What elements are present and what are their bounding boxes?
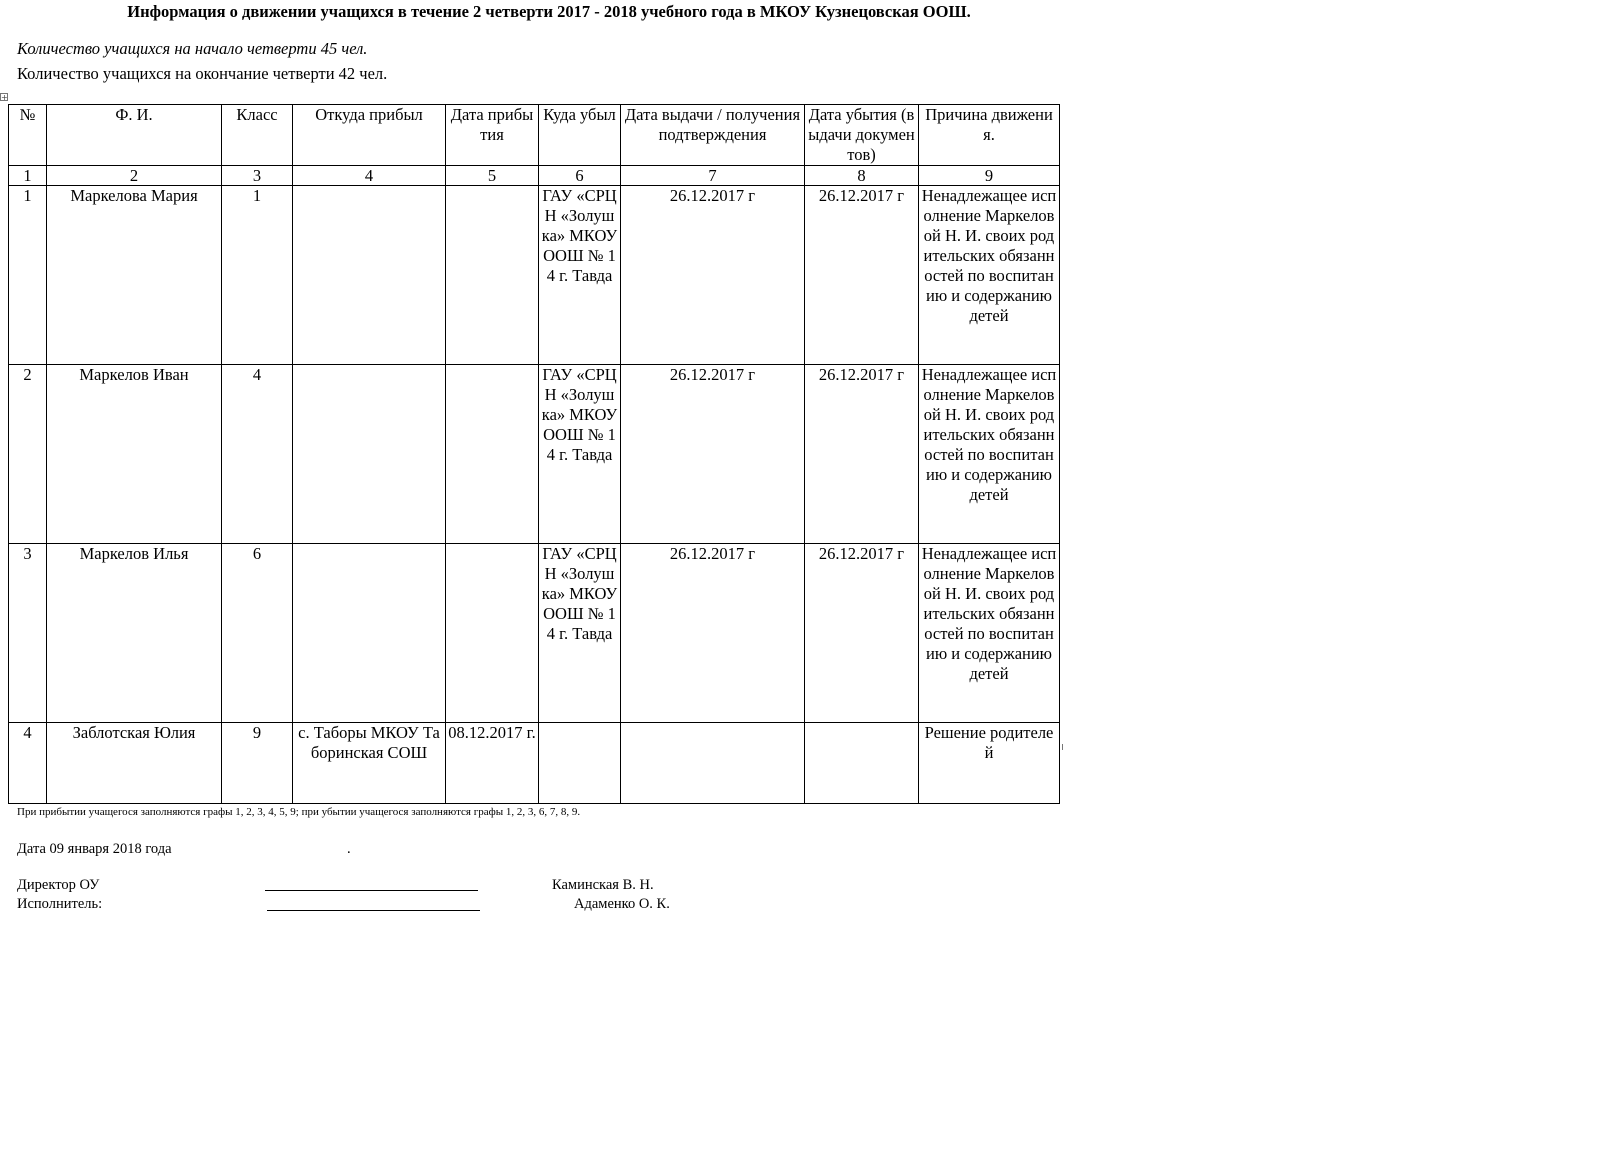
column-number-cell: 4: [293, 166, 446, 186]
table-cell: [539, 723, 621, 804]
table-cell: Ненадлежащее исполнение Маркеловой Н. И. своих родительских обязанностей по воспитанию и содержанию детей: [919, 544, 1060, 723]
table-cell: Ненадлежащее исполнение Маркеловой Н. И. своих родительских обязанностей по воспитанию и содержанию детей: [919, 186, 1060, 365]
header-cell: Ф. И.: [47, 105, 222, 166]
director-signature-line: [265, 890, 478, 891]
column-number-cell: 3: [222, 166, 293, 186]
table-cell: 26.12.2017 г: [805, 365, 919, 544]
column-number-cell: 1: [9, 166, 47, 186]
students-count-end: Количество учащихся на окончание четверти 42 чел.: [17, 64, 388, 83]
table-row: [9, 723, 1060, 804]
table-cell: 26.12.2017 г: [621, 544, 805, 723]
table-cell: [446, 365, 539, 544]
table-cell: Решение родителей: [919, 723, 1060, 804]
table-row: [9, 365, 1060, 544]
table-cell: ГАУ «СРЦН «Золушка» МКОУ ООШ № 14 г. Тавда: [539, 186, 621, 365]
header-cell: Дата выдачи / получения подтверждения: [621, 105, 805, 166]
fill-instructions-note: При прибытии учащегося заполняются графы 1, 2, 3, 4, 5, 9; при убытии учащегося заполняются графы 1, 2, 3, 6, 7, 8, 9.: [17, 806, 581, 818]
director-label: Директор ОУ: [17, 877, 100, 893]
table-cell: 08.12.2017 г.: [446, 723, 539, 804]
column-number-cell: 7: [621, 166, 805, 186]
table-cell: Заблотская Юлия: [47, 723, 222, 804]
table-cell: Маркелов Иван: [47, 365, 222, 544]
table-header-row: [9, 105, 1060, 166]
column-number-cell: 2: [47, 166, 222, 186]
table-cell: [293, 544, 446, 723]
header-cell: Дата прибытия: [446, 105, 539, 166]
table-cell: 26.12.2017 г: [805, 544, 919, 723]
table-cell: 26.12.2017 г: [621, 186, 805, 365]
header-cell: Причина движения.: [919, 105, 1060, 166]
table-cell: 1: [9, 186, 47, 365]
table-cell: [805, 723, 919, 804]
table-cell: Маркелова Мария: [47, 186, 222, 365]
table-cell: ГАУ «СРЦН «Золушка» МКОУ ООШ № 14 г. Тавда: [539, 544, 621, 723]
header-cell: №: [9, 105, 47, 166]
edge-marker: [1062, 744, 1063, 750]
table-cell: 6: [222, 544, 293, 723]
table-cell: 4: [9, 723, 47, 804]
column-number-cell: 5: [446, 166, 539, 186]
table-cell: 26.12.2017 г: [805, 186, 919, 365]
header-cell: Откуда прибыл: [293, 105, 446, 166]
table-cell: 26.12.2017 г: [621, 365, 805, 544]
table-cell: [446, 186, 539, 365]
table-cell: [446, 544, 539, 723]
table-cell: [293, 365, 446, 544]
column-number-row: [9, 166, 1060, 186]
director-name: Каминская В. Н.: [552, 877, 654, 893]
executor-name: Адаменко О. К.: [574, 896, 670, 912]
column-number-cell: 9: [919, 166, 1060, 186]
header-cell: Дата убытия (выдачи документов): [805, 105, 919, 166]
table-cell: с. Таборы МКОУ Таборинская СОШ: [293, 723, 446, 804]
column-number-cell: 6: [539, 166, 621, 186]
table-cell: 1: [222, 186, 293, 365]
table-move-handle-icon[interactable]: +: [1, 93, 8, 102]
students-count-start: Количество учащихся на начало четверти 45 чел.: [17, 39, 368, 58]
table-cell: 4: [222, 365, 293, 544]
table-row: [9, 186, 1060, 365]
report-date-dot: .: [347, 841, 351, 857]
table-cell: ГАУ «СРЦН «Золушка» МКОУ ООШ № 14 г. Тавда: [539, 365, 621, 544]
document-title: Информация о движении учащихся в течение 2 четверти 2017 - 2018 учебного года в МКОУ Кузнецовская ООШ.: [127, 2, 971, 21]
executor-label: Исполнитель:: [17, 896, 103, 912]
table-cell: 3: [9, 544, 47, 723]
report-date: Дата 09 января 2018 года: [17, 841, 172, 857]
header-cell: Куда убыл: [539, 105, 621, 166]
movement-table: [8, 104, 1060, 804]
header-cell: Класс: [222, 105, 293, 166]
executor-signature-line: [267, 910, 480, 911]
table-cell: 9: [222, 723, 293, 804]
table-cell: 2: [9, 365, 47, 544]
table-row: [9, 544, 1060, 723]
column-number-cell: 8: [805, 166, 919, 186]
table-cell: Ненадлежащее исполнение Маркеловой Н. И. своих родительских обязанностей по воспитанию и содержанию детей: [919, 365, 1060, 544]
table-cell: [293, 186, 446, 365]
table-cell: Маркелов Илья: [47, 544, 222, 723]
table-cell: [621, 723, 805, 804]
